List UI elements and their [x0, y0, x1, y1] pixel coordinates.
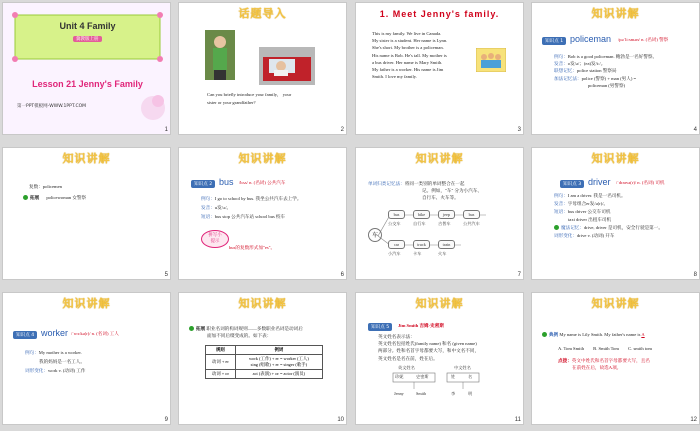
deck-title: Unit 4 Family [59, 21, 116, 31]
naming-rule: 英文姓名表示法： 英文姓名包括姓氏(family name) 和名 (given name) 两部分。姓和名首字母都要大写，和中文名不同， 英文姓名是名在前，姓在后。 [378, 334, 480, 361]
girl-photo [205, 30, 235, 80]
slide-header: 知识讲解 [415, 152, 464, 165]
footer-text: 第一PPT模板网-WWW.1PPT.COM [17, 104, 87, 109]
slide-number: 2 [340, 127, 344, 133]
vehicle-bus-2: bus [463, 210, 480, 219]
family-name: 史密斯 [416, 374, 429, 379]
slide-header: 知识讲解 [591, 297, 640, 310]
bullet-icon [542, 332, 547, 337]
table-header: 例词 [235, 346, 322, 355]
notes: 例句：I go to school by bus. 我坐公共汽车去上学。 发音：u发/ʌ/。 短语：bus stop 公共汽车站 school bus 校车 [201, 196, 302, 220]
slide-header: 知识讲解 [238, 297, 287, 310]
given-name: 珍妮 [395, 374, 404, 379]
slide-number: 9 [164, 417, 168, 423]
slide-number: 11 [514, 417, 521, 423]
grade-badge: 冀教版上册 [73, 36, 102, 42]
slide-thumbnail-12[interactable] [531, 292, 700, 425]
tip-bubble: 拼写小 提示 [201, 230, 229, 248]
knowledge-point-tag: 知识点 5 [368, 323, 392, 331]
vehicle-car: car [388, 240, 405, 249]
vehicle-jeep: jeep [438, 210, 455, 219]
slide-header: 知识讲解 [62, 297, 111, 310]
slide-number: 12 [690, 417, 697, 423]
question-line-1: Can you briefly introduce your family， your [207, 92, 292, 97]
slide-thumbnail-2[interactable] [178, 2, 347, 135]
reading-line: My sister is a student. Her name is Lynn. [372, 38, 448, 44]
vehicle-label: 火车 [438, 251, 447, 256]
notes: 例句：Bob is a good policeman. 鲍勃是一名好警察。 发音：o发/ə/；(ea)发/iː/。 联想记忆：police station 警察局 加法记忆法：police (警察) + man (男人) = policeman (男警察) [554, 54, 658, 88]
slide-header: 话题导入 [238, 7, 287, 20]
slide-number: 10 [337, 417, 344, 423]
example-family-name: Smith [416, 391, 427, 396]
grandfather-car-photo [259, 47, 315, 85]
example-cn-given: 明 [468, 391, 473, 396]
slide-thumbnail-10[interactable] [178, 292, 347, 425]
vocab-word: worker [41, 328, 69, 338]
bullet-icon [189, 326, 194, 331]
vehicle-hub: 车 [368, 228, 382, 242]
reading-line: Smith. I love my family. [372, 74, 417, 80]
slide-header: 知识讲解 [591, 152, 640, 165]
vehicle-label: 小汽车 [388, 251, 401, 256]
vocab-word: policeman [570, 34, 612, 44]
bullet-icon [23, 195, 28, 200]
slide-number: 6 [340, 272, 344, 278]
topic-name: Jim Smith 吉姆·史密斯 [398, 323, 444, 328]
slide-thumbnail-9[interactable] [2, 292, 171, 425]
vocab-word: driver [588, 177, 611, 187]
vehicle-label: 吉普车 [438, 221, 451, 226]
vehicle-truck: truck [413, 240, 430, 249]
knowledge-point-tag: 知识点 2 [191, 180, 215, 188]
slide-thumbnail-3[interactable] [355, 2, 524, 135]
phonetic: /ˈdraɪvə(r)/ n. (名词) 司机 [616, 180, 665, 185]
slide-number: 8 [693, 272, 697, 278]
spelling-tip: bus的复数形式加"es"。 [229, 245, 276, 250]
phonetic: /bʌs/ n. (名词) 公共汽车 [239, 180, 286, 185]
slide-number: 4 [693, 127, 697, 133]
english-name-label: 英文姓名 [398, 365, 415, 370]
example-given-name: Jenny [394, 391, 404, 396]
slide-thumbnail-6[interactable] [178, 147, 347, 280]
reading-line: This is my family. We live in Canada. [372, 31, 442, 36]
slide-number: 5 [164, 272, 168, 278]
slide-header: 知识讲解 [62, 152, 111, 165]
hint: 点拨：英文中姓氏和名首字母都要大写，且名 在前姓在后，故选A项。 [558, 358, 650, 371]
knowledge-point-tag: 知识点 1 [542, 37, 566, 45]
vehicle-label: 自行车 [413, 221, 426, 226]
option-c[interactable]: C. smith tom [628, 346, 652, 351]
reading-line: She's short. My brother is a policeman. [372, 45, 444, 51]
phonetic: /pəˈliːsmən/ n. (名词) 警察 [618, 37, 669, 42]
vehicle-label: 卡车 [413, 251, 422, 256]
table-cell: work (工作) + er = worker (工人) sing (唱歌) + er = singer (歌手) [235, 355, 322, 370]
slide-header: 1. Meet Jenny's family. [379, 9, 500, 19]
reading-line: My father is a worker. His name is Jim [372, 67, 444, 73]
notes: 例句：My mother is a worker. 我的妈妈是一名工人。 词形变化：work v. (动词) 工作 [25, 350, 86, 374]
slide-header: 知识讲解 [591, 7, 640, 20]
chinese-name-label: 中文姓名 [454, 365, 471, 370]
slide-thumbnail-1[interactable] [2, 2, 171, 135]
table-header: 规则 [206, 346, 236, 355]
table-cell: act (表演) + or = actor (演员) [235, 370, 322, 379]
extension-note: 拓展 policewoman 女警察 [23, 194, 86, 201]
family-picture [476, 48, 506, 72]
vehicle-train: train [438, 240, 455, 249]
table-cell: 动词 + er [206, 355, 236, 370]
example-question: 典例 My name is Lily Smith. My father's name is A [542, 331, 645, 338]
vocab-word: bus [219, 177, 234, 187]
bullet-icon [554, 225, 559, 230]
slide-thumbnail-4[interactable] [531, 2, 700, 135]
option-b[interactable]: B. Smith Tom [593, 346, 619, 351]
vehicle-bus: bus [388, 210, 405, 219]
vehicle-label: 公交车 [388, 221, 401, 226]
slide-header: 知识讲解 [238, 152, 287, 165]
vehicle-label: 公共汽车 [463, 221, 480, 226]
reading-text [372, 30, 447, 80]
memory-method: 单词归类记忆法：将同一类别的单词整合在一起 记。例如，"车" 分为小汽车、 自行车、火车等。 [368, 181, 483, 201]
option-a[interactable]: A. Tom Smith [558, 346, 585, 351]
reading-line: a bus driver. Her name is Mary Smith. [372, 59, 443, 65]
notes: 例句：I am a driver. 我是一名司机。 发音：字母组合er发/ə(r)/。 短语：bus driver 公交车司机 taxi driver 出租车司机 魔法记忆：drive, driver 是司机，安全行驶是第一。 词形变化：drive v. (动词) 开车 [554, 193, 663, 239]
lesson-title: Lesson 21 Jenny's Family [32, 79, 143, 89]
slide-thumbnail-11[interactable] [355, 292, 524, 425]
slide-number: 3 [517, 127, 521, 133]
phonetic: /ˈwɜːkə(r)/ n. (名词) 工人 [71, 331, 119, 336]
slide-number: 7 [517, 272, 521, 278]
vehicle-bike: bike [413, 210, 430, 219]
plural-note: 复数：policemen [29, 184, 62, 189]
slide-number: 1 [164, 127, 168, 133]
cn-surname-label: 姓 [451, 374, 456, 379]
slide-header: 知识讲解 [415, 297, 464, 310]
knowledge-point-tag: 知识点 3 [560, 180, 584, 188]
knowledge-point-tag: 知识点 4 [13, 331, 37, 339]
example-cn-surname: 李 [451, 391, 456, 396]
reading-line: His name is Bob. He's tall. My mother is [372, 52, 447, 58]
slide-thumbnail-5[interactable] [2, 147, 171, 280]
name-order-diagram [391, 371, 491, 393]
cn-given-label: 名 [468, 374, 473, 379]
slide-thumbnail-7[interactable] [355, 147, 524, 280]
rule-intro: 拓展 职业名词的构词规则——多数职业名词是动词后 面加不同后缀变成的。如下表： [189, 325, 303, 339]
slide-thumbnail-8[interactable] [531, 147, 700, 280]
question-line-2: sister or your grandfather? [207, 100, 256, 105]
table-cell: 动词 + or [206, 370, 236, 379]
answer-options [558, 345, 652, 352]
suffix-rule-table [205, 345, 323, 379]
